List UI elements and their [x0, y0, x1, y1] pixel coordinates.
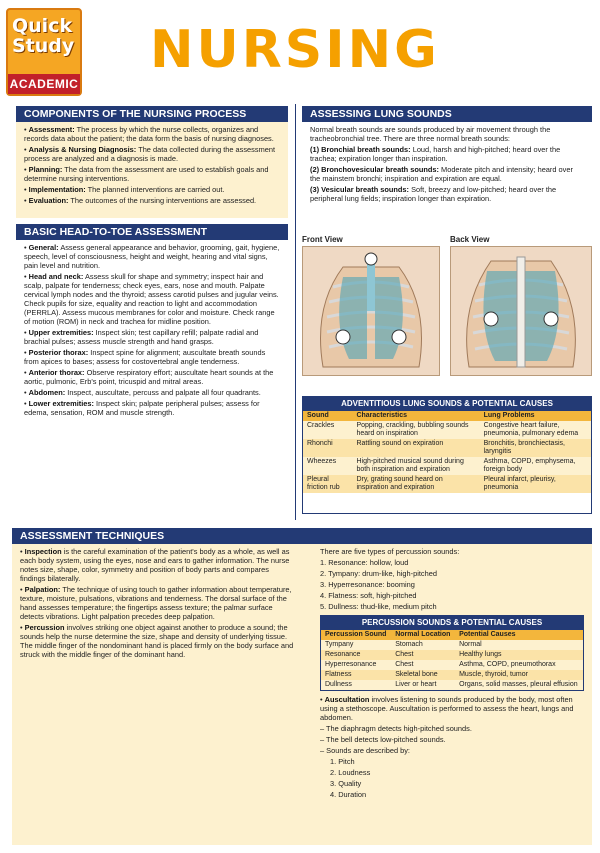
- adventitious-table: [302, 396, 592, 514]
- list-item: (3) Vesicular breath sounds: Soft, breezy and low-pitched; heard over the peripheral lung fields; inspiration longer than expiration.: [310, 185, 557, 203]
- lung-sounds-body: [302, 122, 592, 208]
- table-header: Sound: [303, 411, 352, 421]
- table-header: Potential Causes: [455, 630, 583, 640]
- components-header: COMPONENTS OF THE NURSING PROCESS: [16, 106, 288, 122]
- table-row: Dullness Liver or heart Organs, solid masses, pleural effusion: [321, 680, 583, 690]
- list-item: • Analysis & Nursing Diagnosis: The data collected during the assessment process are analyzed and a diagnosis is made.: [24, 145, 275, 163]
- list-item: • Evaluation: The outcomes of the nursing interventions are assessed.: [24, 196, 257, 205]
- percussion-table: [320, 615, 584, 691]
- percussion-sounds-intro: There are five types of percussion sounds:: [320, 547, 460, 556]
- table-row: Crackles Popping, crackling, bubbling sounds heard on inspiration Congestive heart failure, pneumonia, pulmonary edema: [303, 421, 591, 439]
- components-section: [16, 106, 288, 218]
- table-header: Characteristics: [352, 411, 479, 421]
- list-item: • Palpation: The technique of using touch to gather information about temperature, texture, moisture, pulsations, vibrations and tenderness. The dorsal surface of the hand assesses temperature; the fingertips assess texture; the palmar surface detects vibrations. Light palpation precedes deep palpation.: [20, 585, 292, 621]
- percussion-table-title: PERCUSSION SOUNDS & POTENTIAL CAUSES: [321, 616, 583, 630]
- list-item: • Lower extremities: Inspect skin; palpate peripheral pulses; assess for edema, sensation, ROM and muscle strength.: [24, 399, 260, 417]
- list-item: 1. Resonance: hollow, loud: [320, 558, 409, 567]
- list-item: (1) Bronchial breath sounds: Loud, harsh and high-pitched; heard over the trachea; expiration longer than inspiration.: [310, 145, 561, 163]
- logo-line-2: Study: [12, 35, 75, 57]
- head-to-toe-list: [16, 240, 288, 422]
- list-item: • General: Assess general appearance and behavior, grooming, gait, hygiene, speech, level of consciousness, height and weight, hearing and vital signs, pain level and nutrition.: [24, 243, 280, 270]
- list-item: – Sounds are described by:: [320, 746, 410, 755]
- page-title: NURSING: [150, 20, 440, 80]
- list-item: – The diaphragm detects high-pitched sounds.: [320, 724, 472, 733]
- table-row: Hyperresonance Chest Asthma, COPD, pneumothorax: [321, 660, 583, 670]
- list-item: • Abdomen: Inspect, auscultate, percuss and palpate all four quadrants.: [24, 388, 261, 397]
- list-item: 4. Flatness: soft, high-pitched: [320, 591, 417, 600]
- head-to-toe-header: BASIC HEAD-TO-TOE ASSESSMENT: [16, 224, 288, 240]
- list-item: • Head and neck: Assess skull for shape and symmetry; inspect hair and scalp, palpate for tenderness; check eyes, ears, nose and mouth. Palpate cervical lymph nodes and the thyroid; assess carotid pulses and jugular veins. Check pupils for size, equality and reaction to light and accommodation (PERRLA). Assess mucous membranes for color and moisture. Check range of motion (ROM) in neck and trachea for midline position.: [24, 272, 279, 326]
- list-item: • Posterior thorax: Inspect spine for alignment; auscultate breath sounds from apices to bases; assess for costovertebral angle tenderness.: [24, 348, 266, 366]
- techniques-section: [12, 528, 592, 845]
- head-to-toe-section: [16, 224, 288, 520]
- quickstudy-logo: [6, 8, 82, 96]
- logo-line-1: Quick: [12, 15, 73, 37]
- techniques-header: ASSESSMENT TECHNIQUES: [12, 528, 592, 544]
- techniques-left-column: [12, 544, 302, 664]
- list-item: 1. Pitch: [330, 757, 355, 766]
- column-divider: [295, 104, 296, 520]
- list-item: • Anterior thorax: Observe respiratory effort; auscultate heart sounds at the aortic, pulmonic, Erb's point, tricuspid and mitral areas.: [24, 368, 274, 386]
- list-item: – The bell detects low-pitched sounds.: [320, 735, 446, 744]
- table-row: Tympany Stomach Normal: [321, 640, 583, 650]
- front-view-label: Front View: [302, 235, 343, 244]
- list-item: (2) Bronchovesicular breath sounds: Moderate pitch and intensity; heard over the mainstem bronchi; inspiration and expiration are equal.: [310, 165, 573, 183]
- list-item: 2. Loudness: [330, 768, 371, 777]
- back-view-label: Back View: [450, 235, 490, 244]
- lung-sounds-header: ASSESSING LUNG SOUNDS: [302, 106, 592, 122]
- components-list: [16, 122, 288, 210]
- list-item: • Upper extremities: Inspect skin; test capillary refill; palpate radial and brachial pulses; assess muscle strength and hand grasps.: [24, 328, 259, 346]
- table-header: Percussion Sound: [321, 630, 391, 640]
- list-item: 3. Hyperresonance: booming: [320, 580, 415, 589]
- list-item: 3. Quality: [330, 779, 362, 788]
- table-header: Normal Location: [391, 630, 455, 640]
- front-view-illustration: [302, 246, 440, 376]
- list-item: 2. Tympany: drum-like, high-pitched: [320, 569, 437, 578]
- list-item: • Implementation: The planned interventions are carried out.: [24, 185, 225, 194]
- techniques-right-column: [312, 544, 592, 804]
- table-row: Resonance Chest Healthy lungs: [321, 650, 583, 660]
- list-item: • Percussion involves striking one object against another to produce a sound; the sounds help the nurse determine the size, shape and density of underlying tissue. The middle finger of the nondominant hand is placed firmly on the body surface and struck with the middle finger of the dominant hand.: [20, 623, 294, 659]
- list-item: • Planning: The data from the assessment are used to establish goals and determine nursing interventions.: [24, 165, 269, 183]
- list-item: • Assessment: The process by which the nurse collects, organizes and records data about the patient; the data form the basis of nursing diagnoses.: [24, 125, 274, 143]
- table-row: Wheezes High-pitched musical sound during both inspiration and expiration Asthma, COPD, emphysema, foreign body: [303, 457, 591, 475]
- lung-sounds-section: [302, 106, 592, 231]
- list-item: 5. Dullness: thud-like, medium pitch: [320, 602, 437, 611]
- back-view-illustration: [450, 246, 592, 376]
- table-row: Rhonchi Rattling sound on expiration Bronchitis, bronchiectasis, laryngitis: [303, 439, 591, 457]
- lung-sounds-intro: Normal breath sounds are sounds produced by air movement through the tracheobronchial tree. There are three normal breath sounds:: [310, 125, 551, 143]
- list-item: 4. Duration: [330, 790, 367, 799]
- table-row: Flatness Skeletal bone Muscle, thyroid, tumor: [321, 670, 583, 680]
- adventitious-table-title: ADVENTITIOUS LUNG SOUNDS & POTENTIAL CAUSES: [303, 397, 591, 411]
- auscultation-item: • Auscultation involves listening to sounds produced by the body, most often using a stethoscope. Auscultation is performed to assess the heart, lungs and abdomen.: [320, 695, 574, 722]
- table-header: Lung Problems: [480, 411, 591, 421]
- logo-academic: ACADEMIC: [8, 74, 80, 94]
- table-row: Pleural friction rub Dry, grating sound heard on inspiration and expiration Pleural infarct, pleurisy, pneumonia: [303, 475, 591, 493]
- list-item: • Inspection is the careful examination of the patient's body as a whole, as well as each body system, using the eyes, nose and ears to gather information. The nurse notes size, shape, color, symmetry and position of body parts and compares findings bilaterally.: [20, 547, 290, 583]
